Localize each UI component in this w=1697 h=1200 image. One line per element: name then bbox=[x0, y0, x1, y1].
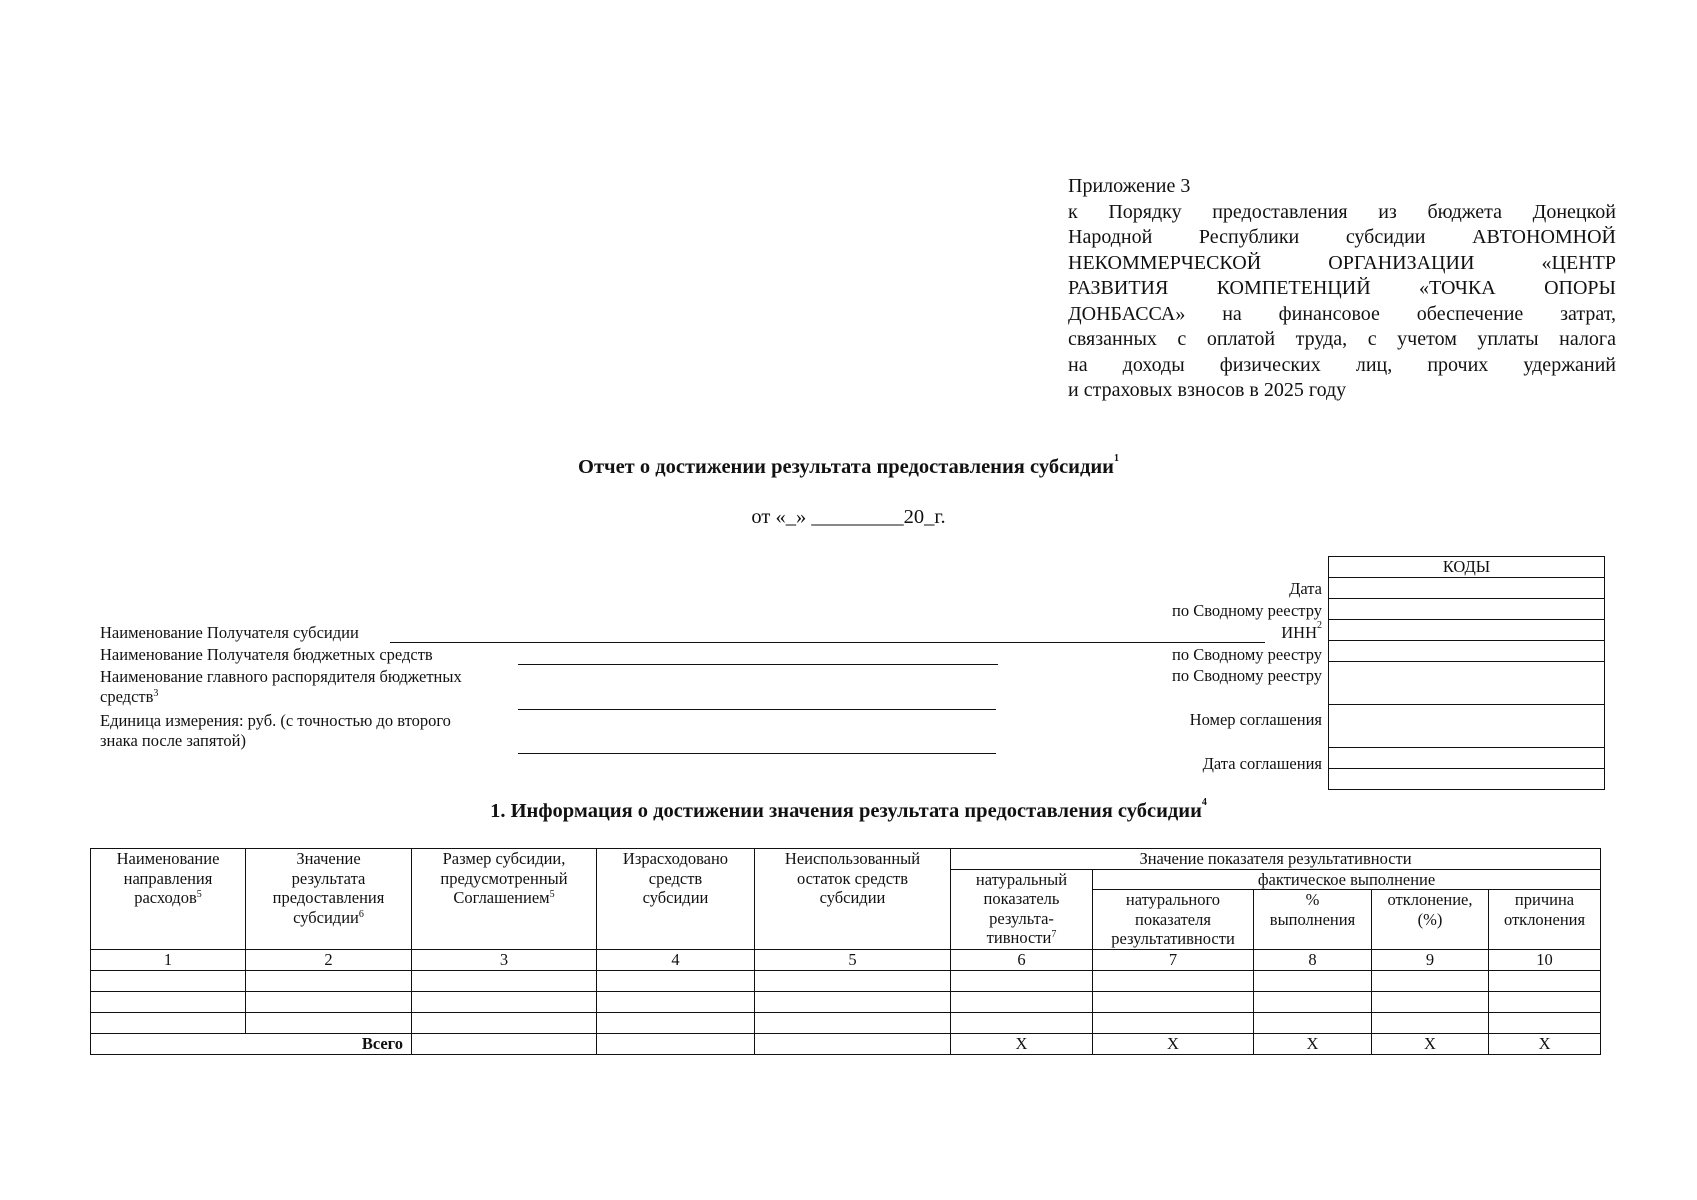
header-reason bbox=[1489, 890, 1601, 950]
section-title bbox=[0, 797, 1697, 823]
table-row bbox=[91, 991, 1601, 1012]
table-cell[interactable] bbox=[246, 970, 412, 991]
field-manager-label-line: Наименование главного распорядителя бюджетных bbox=[100, 667, 462, 686]
column-number: 6 bbox=[951, 949, 1093, 970]
appendix-line: НЕКОММЕРЧЕСКОЙ ОРГАНИЗАЦИИ «ЦЕНТР bbox=[1068, 251, 1616, 274]
table-cell[interactable] bbox=[246, 991, 412, 1012]
header-text: результативности bbox=[1111, 929, 1235, 948]
header-text: Размер субсидии, bbox=[442, 849, 566, 868]
field-unit-label bbox=[100, 711, 451, 751]
field-unit-line[interactable] bbox=[518, 753, 996, 754]
field-manager-label bbox=[100, 667, 462, 707]
table-cell[interactable] bbox=[951, 991, 1093, 1012]
table-cell[interactable] bbox=[1254, 970, 1372, 991]
header-text: показатель bbox=[983, 889, 1060, 908]
header-text: предоставления bbox=[272, 888, 385, 907]
table-cell[interactable] bbox=[412, 1012, 597, 1033]
header-text: Значение bbox=[296, 849, 361, 868]
header-text: субсидии bbox=[819, 888, 886, 907]
header-deviation bbox=[1372, 890, 1489, 950]
header-text: Израсходовано bbox=[622, 849, 729, 868]
header-natural-actual bbox=[1093, 890, 1254, 950]
table-cell[interactable] bbox=[1093, 1012, 1254, 1033]
header-percent bbox=[1254, 890, 1372, 950]
header-text: субсидии bbox=[293, 907, 359, 927]
field-unit-label-line: знака после запятой) bbox=[100, 731, 246, 750]
appendix-line: ДОНБАССА» на финансовое обеспечение затрат, bbox=[1068, 302, 1616, 325]
header-text: Соглашением bbox=[453, 888, 550, 907]
header-unused bbox=[755, 849, 951, 950]
header-spent bbox=[597, 849, 755, 950]
appendix-line: РАЗВИТИЯ КОМПЕТЕНЦИЙ «ТОЧКА ОПОРЫ bbox=[1068, 277, 1616, 299]
field-unit-label-line: Единица измерения: руб. (с точностью до второго bbox=[100, 711, 451, 730]
column-number: 7 bbox=[1093, 949, 1254, 970]
table-cell[interactable] bbox=[91, 970, 246, 991]
codes-header: КОДЫ bbox=[1329, 557, 1605, 578]
header-text: выполнения bbox=[1269, 909, 1356, 929]
table-row bbox=[91, 1012, 1601, 1033]
table-cell[interactable] bbox=[412, 970, 597, 991]
report-title-text: Отчет о достижении результата предоставления субсидии bbox=[578, 456, 1114, 478]
header-text: расходов bbox=[134, 888, 197, 907]
table-cell[interactable] bbox=[1489, 991, 1601, 1012]
column-number: 2 bbox=[246, 949, 412, 970]
section-title-text: 1. Информация о достижении значения результата предоставления субсидии bbox=[490, 800, 1202, 822]
table-cell[interactable] bbox=[246, 1012, 412, 1033]
field-budget-recipient-label: Наименование Получателя бюджетных средств bbox=[100, 645, 433, 664]
footnote-ref: 5 bbox=[549, 889, 555, 900]
results-table bbox=[90, 848, 1601, 1055]
table-cell[interactable] bbox=[1372, 970, 1489, 991]
x-mark: X bbox=[951, 1033, 1093, 1054]
table-cell[interactable] bbox=[1372, 1012, 1489, 1033]
footnote-ref: 6 bbox=[358, 908, 364, 920]
header-text: натуральный bbox=[975, 869, 1068, 889]
appendix-line: к Порядку предоставления из бюджета Донецкой bbox=[1068, 200, 1616, 223]
report-date-line: от «_» _________20_г. bbox=[751, 506, 946, 528]
field-recipient-label: Наименование Получателя субсидии bbox=[100, 623, 359, 642]
column-number: 9 bbox=[1372, 949, 1489, 970]
header-natural-indicator bbox=[951, 869, 1093, 949]
header-text: предусмотренный bbox=[440, 868, 568, 888]
column-number: 4 bbox=[597, 949, 755, 970]
appendix-number: Приложение 3 bbox=[1068, 175, 1191, 197]
header-text: Неиспользованный bbox=[784, 849, 921, 868]
footnote-ref: 1 bbox=[1113, 453, 1119, 464]
label-date: Дата bbox=[1289, 579, 1322, 598]
total-cell[interactable] bbox=[597, 1033, 755, 1054]
footnote-ref: 5 bbox=[196, 889, 202, 900]
header-text: результа- bbox=[989, 908, 1054, 928]
table-cell[interactable] bbox=[412, 991, 597, 1012]
appendix-line: связанных с оплатой труда, с учетом уплаты налога bbox=[1068, 328, 1616, 350]
label-agreement-date: Дата соглашения bbox=[1202, 754, 1322, 773]
header-text: Наименование bbox=[116, 849, 220, 868]
code-cell-inn[interactable] bbox=[1329, 620, 1605, 641]
report-title bbox=[0, 453, 1697, 479]
header-text: (%) bbox=[1417, 909, 1443, 929]
appendix-line: на доходы физических лиц, прочих удержаний bbox=[1068, 353, 1616, 376]
table-cell[interactable] bbox=[755, 991, 951, 1012]
code-cell-budget-registry[interactable] bbox=[1329, 641, 1605, 662]
header-actual-group: фактическое выполнение bbox=[1093, 869, 1601, 890]
table-cell[interactable] bbox=[1093, 991, 1254, 1012]
code-cell-date[interactable] bbox=[1329, 578, 1605, 599]
label-inn-text: ИНН bbox=[1281, 623, 1317, 642]
header-text: тивности bbox=[986, 928, 1052, 947]
x-mark: X bbox=[1254, 1033, 1372, 1054]
table-cell[interactable] bbox=[1254, 1012, 1372, 1033]
label-budget-registry: по Сводному реестру bbox=[1172, 645, 1322, 664]
table-cell[interactable] bbox=[597, 1012, 755, 1033]
total-cell[interactable] bbox=[412, 1033, 597, 1054]
x-mark: X bbox=[1093, 1033, 1254, 1054]
header-result-value bbox=[246, 849, 412, 950]
header-text: отклонение, bbox=[1387, 890, 1473, 909]
label-registry: по Сводному реестру bbox=[1172, 601, 1322, 620]
header-subsidy-size bbox=[412, 849, 597, 950]
table-cell[interactable] bbox=[1489, 970, 1601, 991]
footnote-ref: 3 bbox=[153, 688, 159, 699]
table-row bbox=[91, 970, 1601, 991]
table-cell[interactable] bbox=[1093, 970, 1254, 991]
header-text: отклонения bbox=[1503, 909, 1586, 929]
appendix-line: и страховых взносов в 2025 году bbox=[1068, 379, 1347, 401]
x-mark: X bbox=[1372, 1033, 1489, 1054]
table-cell[interactable] bbox=[597, 970, 755, 991]
table-cell[interactable] bbox=[951, 1012, 1093, 1033]
column-number: 8 bbox=[1254, 949, 1372, 970]
table-cell[interactable] bbox=[755, 1012, 951, 1033]
header-text: субсидии bbox=[642, 888, 709, 907]
total-row bbox=[91, 1033, 1601, 1054]
label-manager-registry: по Сводному реестру bbox=[1172, 666, 1322, 685]
table-cell[interactable] bbox=[755, 970, 951, 991]
table-cell[interactable] bbox=[597, 991, 755, 1012]
appendix-line: Народной Республики субсидии АВТОНОМНОЙ bbox=[1068, 226, 1616, 248]
footnote-ref: 4 bbox=[1201, 797, 1207, 808]
table-cell[interactable] bbox=[1372, 991, 1489, 1012]
column-number: 5 bbox=[755, 949, 951, 970]
codes-table bbox=[1328, 556, 1605, 790]
column-number: 3 bbox=[412, 949, 597, 970]
header-performance-group: Значение показателя результативности bbox=[951, 849, 1601, 870]
label-inn bbox=[1281, 620, 1322, 643]
code-cell-extra[interactable] bbox=[1329, 769, 1605, 790]
table-cell[interactable] bbox=[1489, 1012, 1601, 1033]
header-text: остаток средств bbox=[796, 868, 909, 888]
field-manager-line[interactable] bbox=[518, 709, 996, 710]
header-text: направления bbox=[123, 868, 213, 888]
field-manager-label-line: средств bbox=[100, 687, 154, 706]
table-cell[interactable] bbox=[1254, 991, 1372, 1012]
header-text: средств bbox=[648, 868, 703, 888]
footnote-ref: 2 bbox=[1317, 620, 1322, 631]
table-cell[interactable] bbox=[91, 991, 246, 1012]
footnote-ref: 7 bbox=[1051, 929, 1057, 940]
code-cell-registry[interactable] bbox=[1329, 599, 1605, 620]
table-cell[interactable] bbox=[91, 1012, 246, 1033]
table-cell[interactable] bbox=[951, 970, 1093, 991]
header-text: % bbox=[1305, 890, 1320, 909]
x-mark: X bbox=[1489, 1033, 1601, 1054]
appendix-heading bbox=[1068, 174, 1616, 404]
header-text: результата bbox=[291, 868, 366, 888]
code-cell-manager-registry[interactable] bbox=[1329, 662, 1605, 705]
column-numbers-row bbox=[91, 949, 1601, 970]
header-text: показателя bbox=[1135, 909, 1211, 929]
code-cell-agreement-date[interactable] bbox=[1329, 748, 1605, 769]
field-budget-recipient-line[interactable] bbox=[518, 664, 998, 665]
column-number: 10 bbox=[1489, 949, 1601, 970]
total-label: Всего bbox=[91, 1033, 412, 1054]
field-recipient-line[interactable] bbox=[390, 642, 1265, 643]
total-cell[interactable] bbox=[755, 1033, 951, 1054]
header-text: причина bbox=[1514, 890, 1575, 909]
header-text: натурального bbox=[1125, 890, 1221, 909]
header-expense-direction bbox=[91, 849, 246, 950]
column-number: 1 bbox=[91, 949, 246, 970]
label-agreement-number: Номер соглашения bbox=[1189, 710, 1322, 729]
code-cell-agreement-number[interactable] bbox=[1329, 705, 1605, 748]
